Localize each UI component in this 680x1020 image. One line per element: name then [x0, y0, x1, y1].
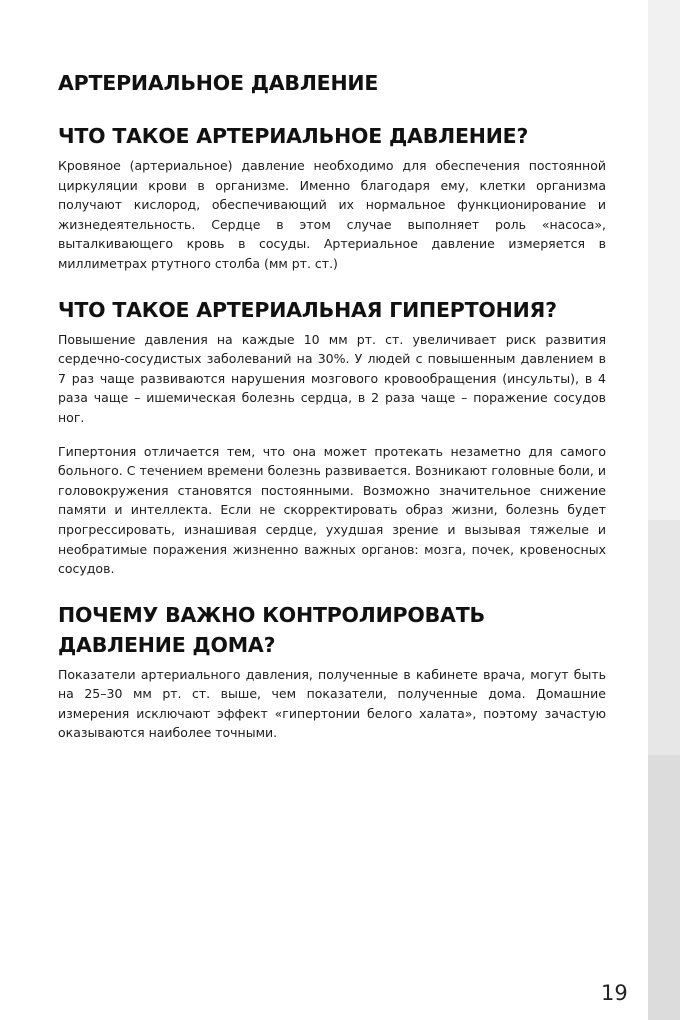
section-heading: ПОЧЕМУ ВАЖНО КОНТРОЛИРОВАТЬ ДАВЛЕНИЕ ДОМА?	[58, 602, 485, 657]
section-paragraph: Кровяное (артериальное) давление необходимо для обеспечения постоянной циркуляции крови в организме. Именно благодаря ему, клетки организма получают кислород, обеспечивающий их нормальное функционирование и жизнедеятельность. Сердце в этом случае выполняет роль «насоса», выталкивающего кровь в сосуды. Артериальное давление измеряется в миллиметрах ртутного столба (мм рт. ст.)	[58, 158, 606, 271]
section-paragraph: Повышение давления на каждые 10 мм рт. ст. увеличивает риск развития сердечно-сосудистых заболеваний на 30%. У людей с повышенным давлением в 7 раз чаще развиваются нарушения мозгового кровообращения (инсульты), в 4 раза чаще – ишемическая болезнь сердца, в 2 раза чаще – поражение сосудов ног.	[58, 331, 606, 425]
page-content	[58, 68, 606, 764]
section-why-control-at-home	[58, 600, 606, 743]
side-tab-band-middle	[648, 520, 680, 755]
side-tab-band-top	[648, 0, 680, 520]
page-title: АРТЕРИАЛЬНОЕ ДАВЛЕНИЕ	[58, 71, 379, 95]
section-heading: ЧТО ТАКОЕ АРТЕРИАЛЬНАЯ ГИПЕРТОНИЯ?	[58, 297, 557, 322]
section-what-is-pressure	[58, 121, 606, 274]
section-paragraph: Показатели артериального давления, полученные в кабинете врача, могут быть на 25–30 мм рт. ст. выше, чем показатели, полученные дома. Домашние измерения исключают эффект «гипертонии белого халата», поэтому зачастую оказываются наиболее точными.	[58, 666, 606, 741]
page-number: 19	[601, 981, 628, 1005]
section-heading: ЧТО ТАКОЕ АРТЕРИАЛЬНОЕ ДАВЛЕНИЕ?	[58, 124, 529, 148]
section-paragraph: Гипертония отличается тем, что она может протекать незаметно для самого больного. С течением времени болезнь развивается. Возникают головные боли, и головокружения становятся постоянными. Возможно значительное снижение памяти и интеллекта. Если не скорректировать образ жизни, болезнь будет прогрессировать, изнашивая сердце, ухудшая зрение и вызывая тяжелые и необратимые поражения жизненно важных органов: мозга, почек, кровеносных сосудов.	[58, 443, 606, 577]
section-what-is-hypertension	[58, 295, 606, 579]
side-tab-band-bottom	[648, 755, 680, 1020]
